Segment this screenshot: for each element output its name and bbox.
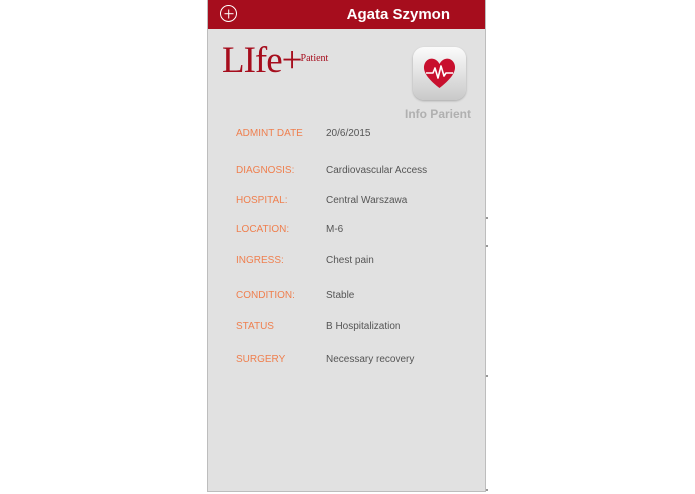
logo-sub-text: Patient bbox=[300, 53, 329, 64]
logo-main-text: LIfe+ bbox=[222, 40, 302, 81]
heart-pulse-icon bbox=[421, 55, 458, 92]
ingress-label: INGRESS: bbox=[236, 255, 284, 266]
location-value: M-6 bbox=[326, 224, 344, 235]
hospital-value: Central Warszawa bbox=[326, 195, 408, 206]
app-logo bbox=[222, 39, 329, 82]
condition-label: CONDITION: bbox=[236, 290, 295, 301]
surgery-label: SURGERY bbox=[236, 354, 286, 365]
status-value: B Hospitalization bbox=[326, 321, 401, 332]
patient-name-title: Agata Szymon bbox=[346, 6, 450, 23]
condition-value: Stable bbox=[326, 290, 355, 301]
info-patient-caption: Info Parient bbox=[404, 107, 471, 121]
status-label: STATUS bbox=[236, 321, 274, 332]
location-label: LOCATION: bbox=[236, 224, 290, 235]
admit-date-label: ADMINT DATE bbox=[236, 128, 303, 139]
phone-screen bbox=[207, 0, 486, 492]
surgery-value: Necessary recovery bbox=[326, 354, 415, 365]
edge-mark bbox=[486, 245, 488, 247]
ingress-value: Chest pain bbox=[326, 255, 374, 266]
edge-mark bbox=[486, 489, 488, 491]
plus-circle-icon[interactable] bbox=[220, 5, 237, 22]
hospital-label: HOSPITAL: bbox=[236, 195, 288, 206]
admit-date-value: 20/6/2015 bbox=[326, 128, 371, 139]
edge-mark bbox=[486, 375, 488, 377]
diagnosis-label: DIAGNOSIS: bbox=[236, 165, 295, 176]
diagnosis-value: Cardiovascular Access bbox=[326, 165, 428, 176]
navigation-bar bbox=[208, 0, 485, 29]
info-patient-button[interactable] bbox=[413, 47, 466, 100]
edge-mark bbox=[486, 217, 488, 219]
